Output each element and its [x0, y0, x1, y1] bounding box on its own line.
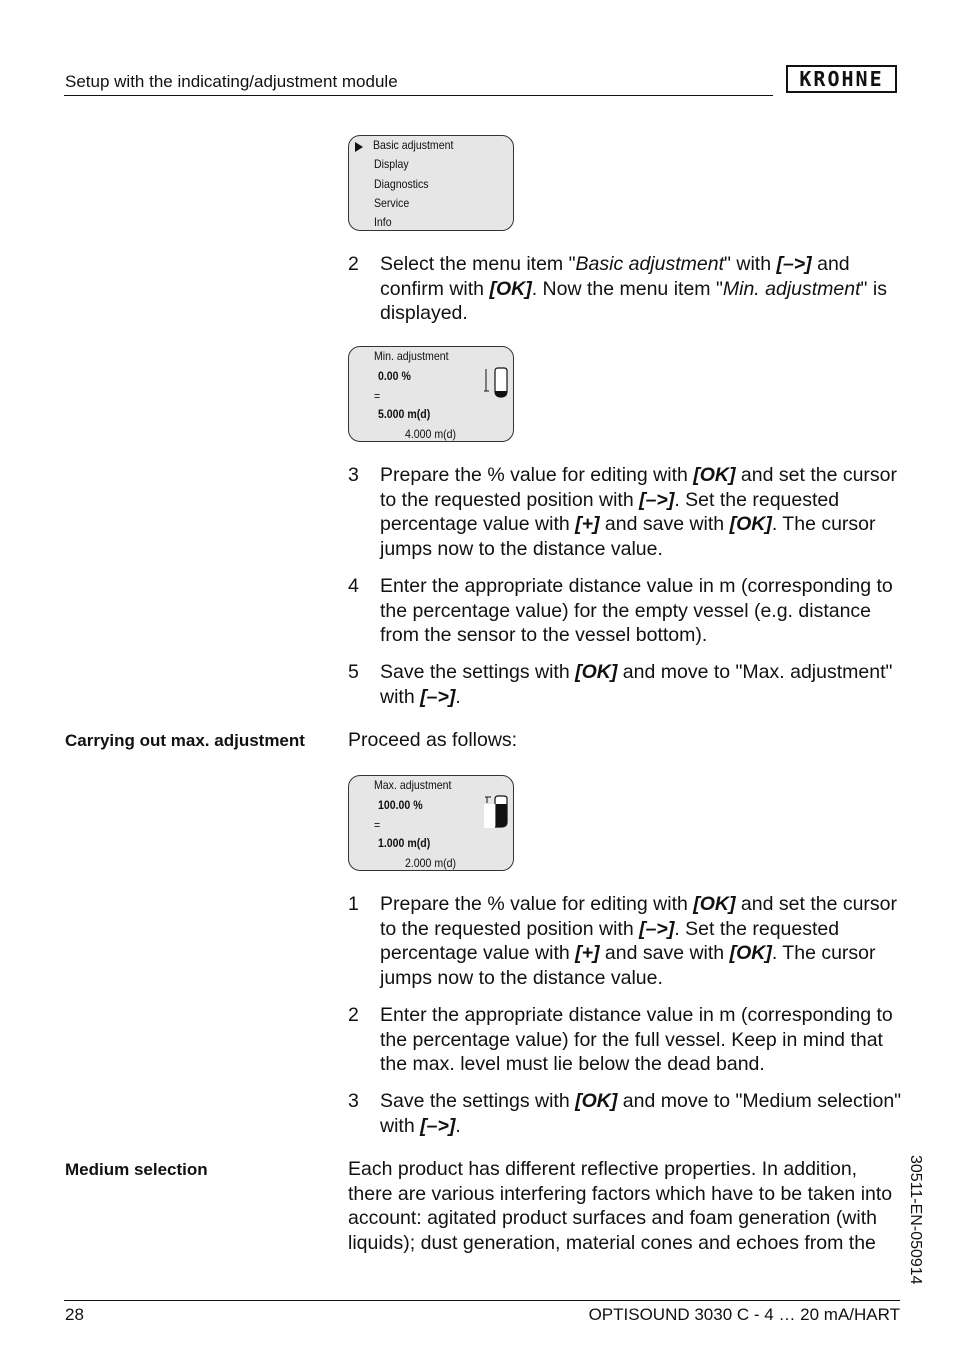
step-min-4: [348, 574, 908, 648]
full-vessel-icon: [483, 794, 511, 830]
step-min-3: [348, 463, 908, 561]
display-equals: =: [374, 818, 381, 832]
display-distance-value: 5.000 m(d): [378, 407, 431, 421]
display-measured-value: 4.000 m(d): [405, 427, 457, 441]
step-min-5: [348, 660, 908, 709]
empty-vessel-icon: [483, 367, 511, 399]
step-max-3: [348, 1089, 908, 1138]
display-title: Min. adjustment: [374, 349, 449, 363]
max-adjustment-display-panel: [348, 775, 514, 871]
display-distance-value: 1.000 m(d): [378, 836, 431, 850]
step-number: 3: [348, 1090, 359, 1112]
step-text: Save the settings with [OK] and move to "Max. adjustment" with [–>].: [380, 661, 893, 708]
menu-item-diagnostics: Diagnostics: [374, 177, 429, 191]
max-adjustment-intro: Proceed as follows:: [348, 729, 518, 751]
step-text: Prepare the % value for editing with [OK] and set the cursor to the requested position with [–>]. Set the requested percentage value with [+] and save with [OK]. The cursor jumps now to the distance value.: [380, 893, 898, 989]
menu-display-panel: [348, 135, 514, 231]
footer-product-name: OPTISOUND 3030 C - 4 … 20 mA/HART: [588, 1305, 900, 1324]
step-text: Prepare the % value for editing with [OK] and set the cursor to the requested position with [–>]. Set the requested percentage value with [+] and save with [OK]. The cursor jumps now to the distance value.: [380, 464, 898, 560]
step-text: Select the menu item "Basic adjustment" with [–>] and confirm with [OK]. Now the menu item "Min. adjustment" is displayed.: [380, 253, 887, 324]
footer-divider: [64, 1300, 900, 1301]
menu-item-info: Info: [374, 215, 392, 229]
selection-arrow-icon: [355, 142, 363, 152]
display-measured-value: 2.000 m(d): [405, 856, 457, 870]
page-header-title: Setup with the indicating/adjustment module: [65, 72, 398, 91]
section-heading-medium-selection: Medium selection: [65, 1160, 208, 1179]
step-text: Save the settings with [OK] and move to "Medium selection" with [–>].: [380, 1090, 902, 1137]
menu-item-display: Display: [374, 157, 409, 171]
header-divider: [64, 95, 773, 96]
display-title: Max. adjustment: [374, 778, 452, 792]
min-adjustment-display-panel: [348, 346, 514, 442]
section-heading-max-adjustment: Carrying out max. adjustment: [65, 731, 305, 750]
step-max-2: [348, 1003, 908, 1077]
display-percent-value: 0.00 %: [378, 369, 411, 383]
krohne-logo: KROHNE: [786, 65, 897, 93]
step-text: Enter the appropriate distance value in m (corresponding to the percentage value) for the full vessel. Keep in mind that the max. level must lie below the dead band.: [380, 1004, 893, 1075]
step-number: 1: [348, 893, 359, 915]
display-percent-value: 100.00 %: [378, 798, 423, 812]
display-equals: =: [374, 389, 381, 403]
document-id: 30511-EN-050914: [907, 1155, 924, 1285]
menu-item-service: Service: [374, 196, 410, 210]
step-text: Enter the appropriate distance value in m (corresponding to the percentage value) for the empty vessel (e.g. distance from the sensor to the vessel bottom).: [380, 575, 893, 646]
step-number: 3: [348, 464, 359, 486]
step-number: 5: [348, 661, 359, 683]
step-number: 2: [348, 253, 359, 275]
step-min-2: [348, 252, 908, 326]
page-number: 28: [65, 1305, 84, 1324]
step-max-1: [348, 892, 908, 990]
step-number: 2: [348, 1004, 359, 1026]
medium-selection-text: Each product has different reflective properties. In addition, there are various interfering factors which have to be taken into account: agitated product surfaces and foam generation (with liquids); dust generation, material cones and echoes from the: [348, 1158, 893, 1254]
step-number: 4: [348, 575, 359, 597]
menu-item-basic-adjustment: Basic adjustment: [373, 138, 454, 152]
